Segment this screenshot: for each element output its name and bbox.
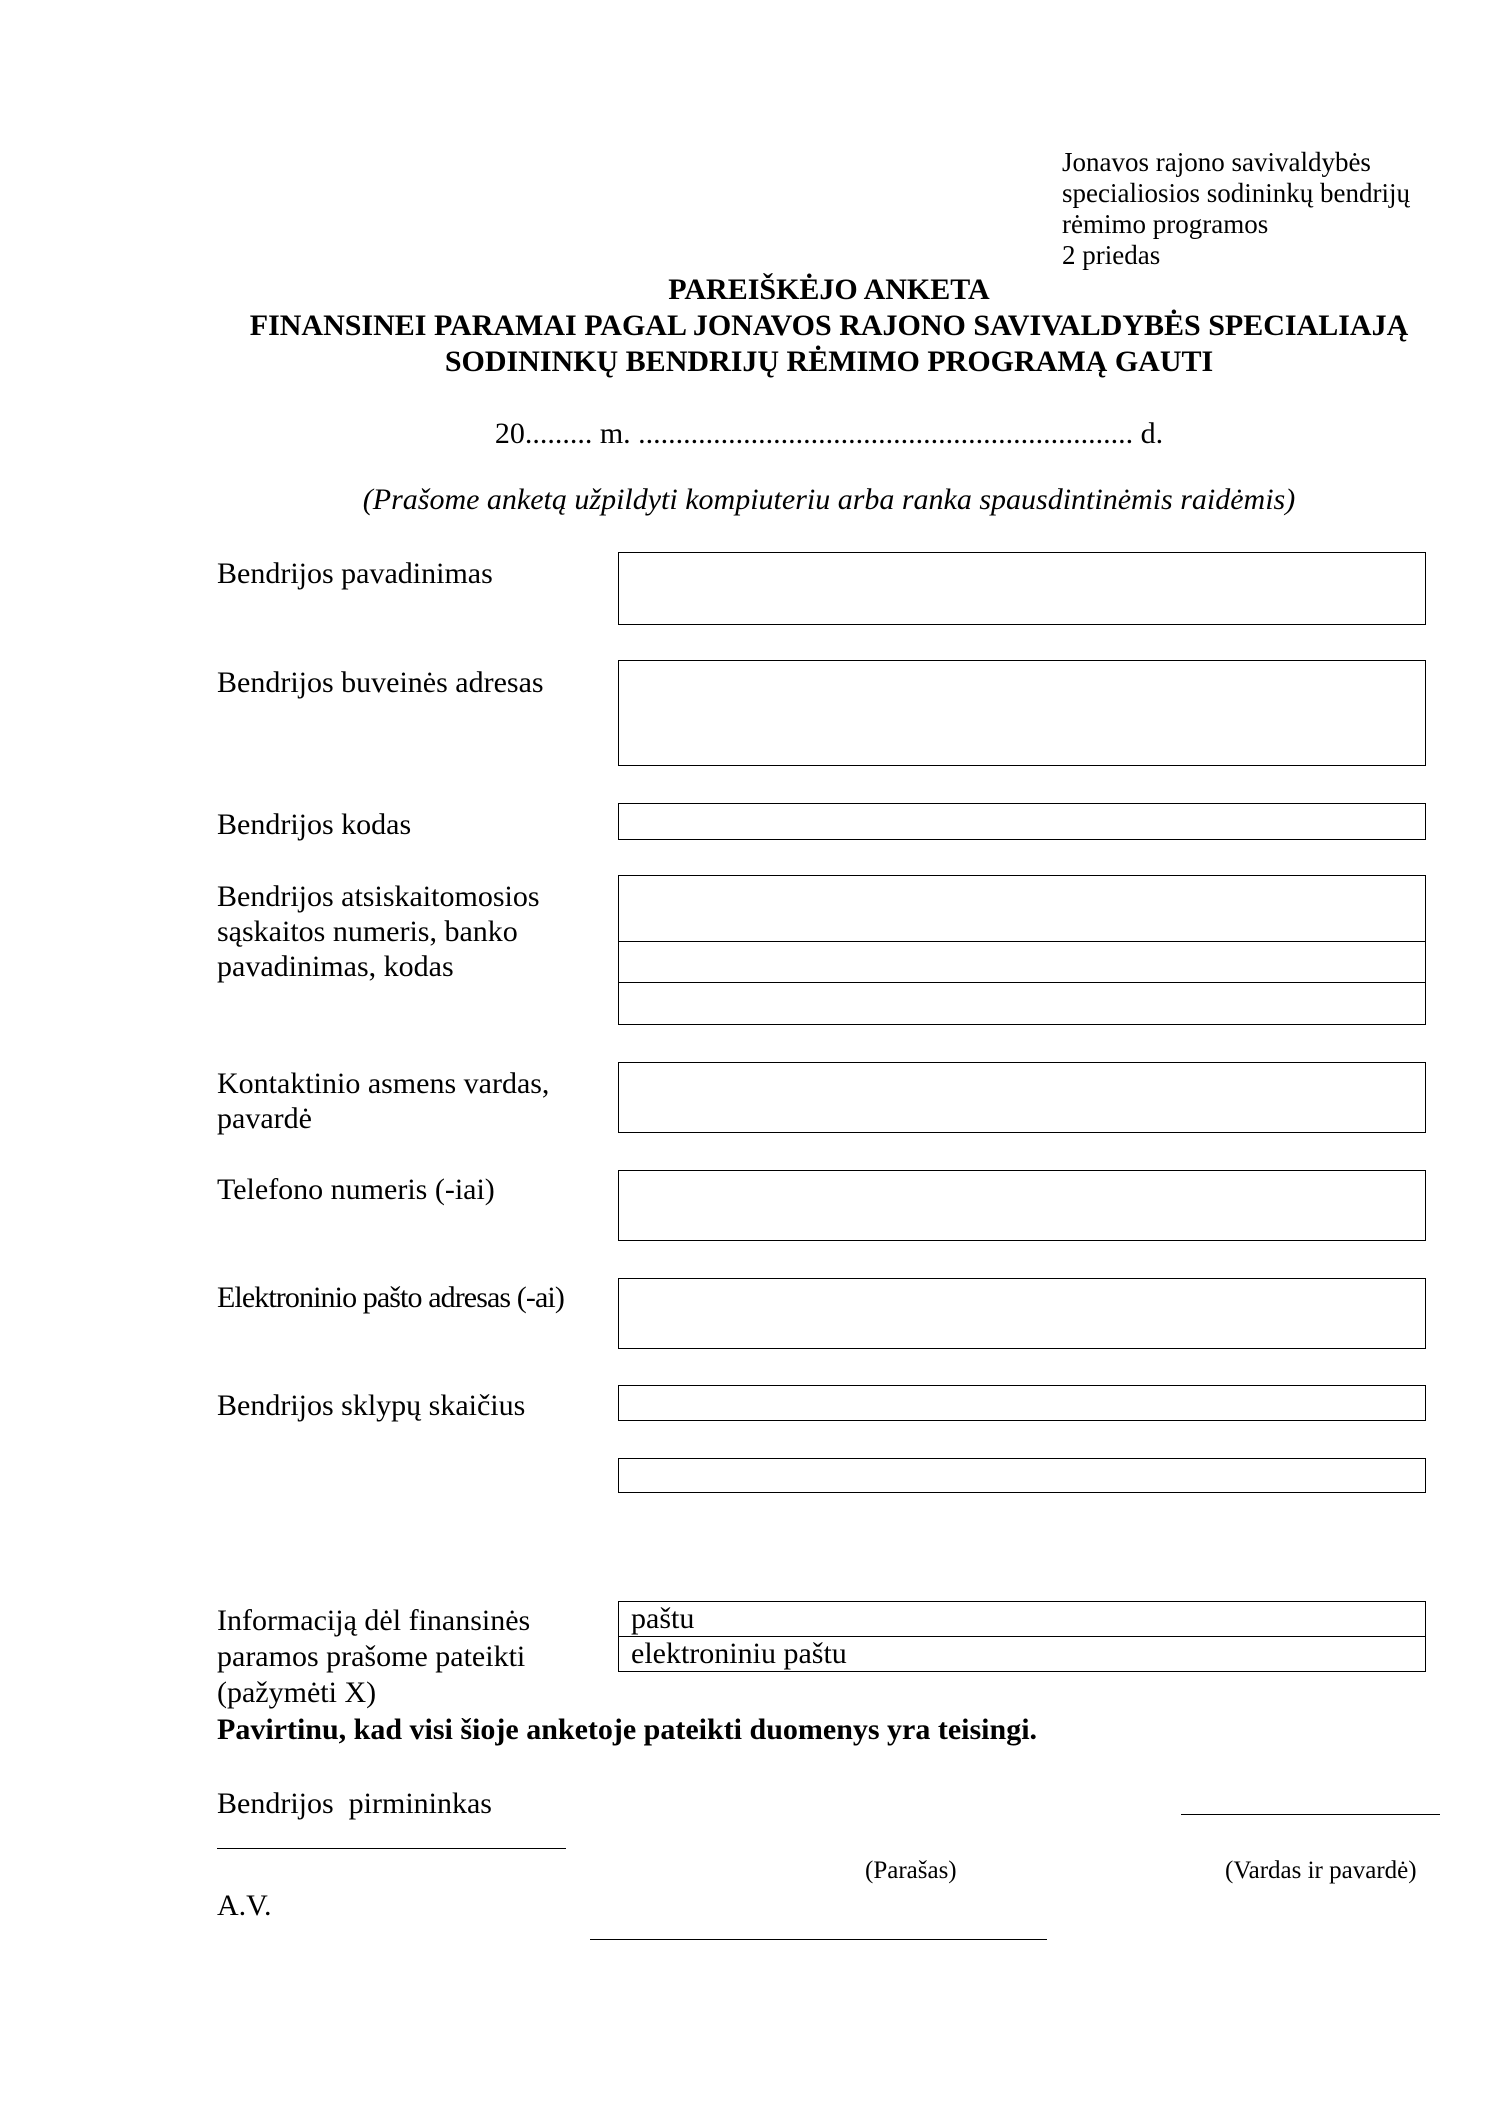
bank-account-number-field[interactable] (619, 876, 1425, 941)
society-name-label-text: Bendrijos pavadinimas (217, 557, 493, 590)
phone-label-text: Telefono numeris (-iai) (217, 1173, 495, 1206)
bank-account-label-line: sąskaitos numeris, banko (217, 915, 518, 948)
contact-person-field[interactable] (618, 1062, 1426, 1133)
delivery-label (217, 1603, 530, 1711)
bank-code-field[interactable] (619, 982, 1425, 1023)
plot-count-label-text: Bendrijos sklypų skaičius (217, 1389, 526, 1422)
form-title-line: PAREIŠKĖJO ANKETA (668, 273, 990, 306)
appendix-note-line: rėmimo programos (1062, 209, 1269, 239)
phone-field[interactable] (618, 1170, 1426, 1241)
stamp-line[interactable] (590, 1939, 1047, 1940)
bank-account-field-group (618, 875, 1426, 1025)
appendix-note-line: specialiosios sodininkų bendrijų (1062, 178, 1410, 208)
appendix-note-line: Jonavos rajono savivaldybės (1062, 147, 1371, 177)
chairman-label: Bendrijos pirmininkas (217, 1787, 492, 1820)
delivery-option-email[interactable]: elektroniniu paštu (619, 1636, 1425, 1670)
plot-count-label (217, 1388, 525, 1423)
delivery-label-line: Informaciją dėl finansinės (217, 1604, 531, 1637)
email-label (217, 1280, 564, 1315)
plot-count-field[interactable] (618, 1385, 1426, 1421)
confirmation-statement: Pavirtinu, kad visi šioje anketoje pateikti duomenys yra teisingi. (217, 1713, 1038, 1746)
society-name-label (217, 556, 493, 591)
society-address-field[interactable] (618, 660, 1426, 766)
society-name-field[interactable] (618, 552, 1426, 625)
delivery-label-line: paramos prašome pateikti (217, 1640, 526, 1673)
society-code-label (217, 807, 411, 842)
delivery-label-line: (pažymėti X) (217, 1676, 377, 1709)
phone-label (217, 1172, 495, 1207)
email-field[interactable] (618, 1278, 1426, 1349)
contact-person-label-line: Kontaktinio asmens vardas, (217, 1067, 550, 1100)
delivery-option-post[interactable]: paštu (631, 1602, 695, 1635)
society-address-label (217, 665, 544, 700)
date-line[interactable]: 20......... m. .................................................................. d. (494, 417, 1164, 450)
signature-caption: (Parašas) (865, 1857, 957, 1884)
full-name-caption: (Vardas ir pavardė) (1225, 1857, 1417, 1884)
delivery-options (618, 1601, 1426, 1672)
signature-line[interactable] (1181, 1814, 1440, 1815)
society-code-field[interactable] (618, 803, 1426, 840)
bank-account-label-line: Bendrijos atsiskaitomosios (217, 880, 540, 913)
contact-person-label-line: pavardė (217, 1102, 312, 1135)
contact-person-label (217, 1066, 549, 1136)
society-code-label-text: Bendrijos kodas (217, 808, 412, 841)
fill-instruction: (Prašome anketą užpildyti kompiuteriu arba ranka spausdintinėmis raidėmis) (362, 483, 1296, 516)
bank-name-field[interactable] (619, 941, 1425, 982)
society-address-label-text: Bendrijos buveinės adresas (217, 666, 544, 699)
email-label-text: Elektroninio pašto adresas (-ai) (217, 1281, 564, 1314)
bank-account-label-line: pavadinimas, kodas (217, 950, 454, 983)
bank-account-label (217, 879, 540, 984)
extra-field[interactable] (618, 1458, 1426, 1493)
form-title (232, 272, 1426, 380)
appendix-note-line: 2 priedas (1062, 240, 1161, 270)
appendix-note (1062, 147, 1410, 271)
form-title-line: SODININKŲ BENDRIJŲ RĖMIMO PROGRAMĄ GAUTI (444, 345, 1214, 378)
form-title-line: FINANSINEI PARAMAI PAGAL JONAVOS RAJONO SAVIVALDYBĖS SPECIALIAJĄ (249, 309, 1409, 342)
stamp-label: A.V. (217, 1889, 272, 1922)
name-line[interactable] (217, 1848, 566, 1849)
